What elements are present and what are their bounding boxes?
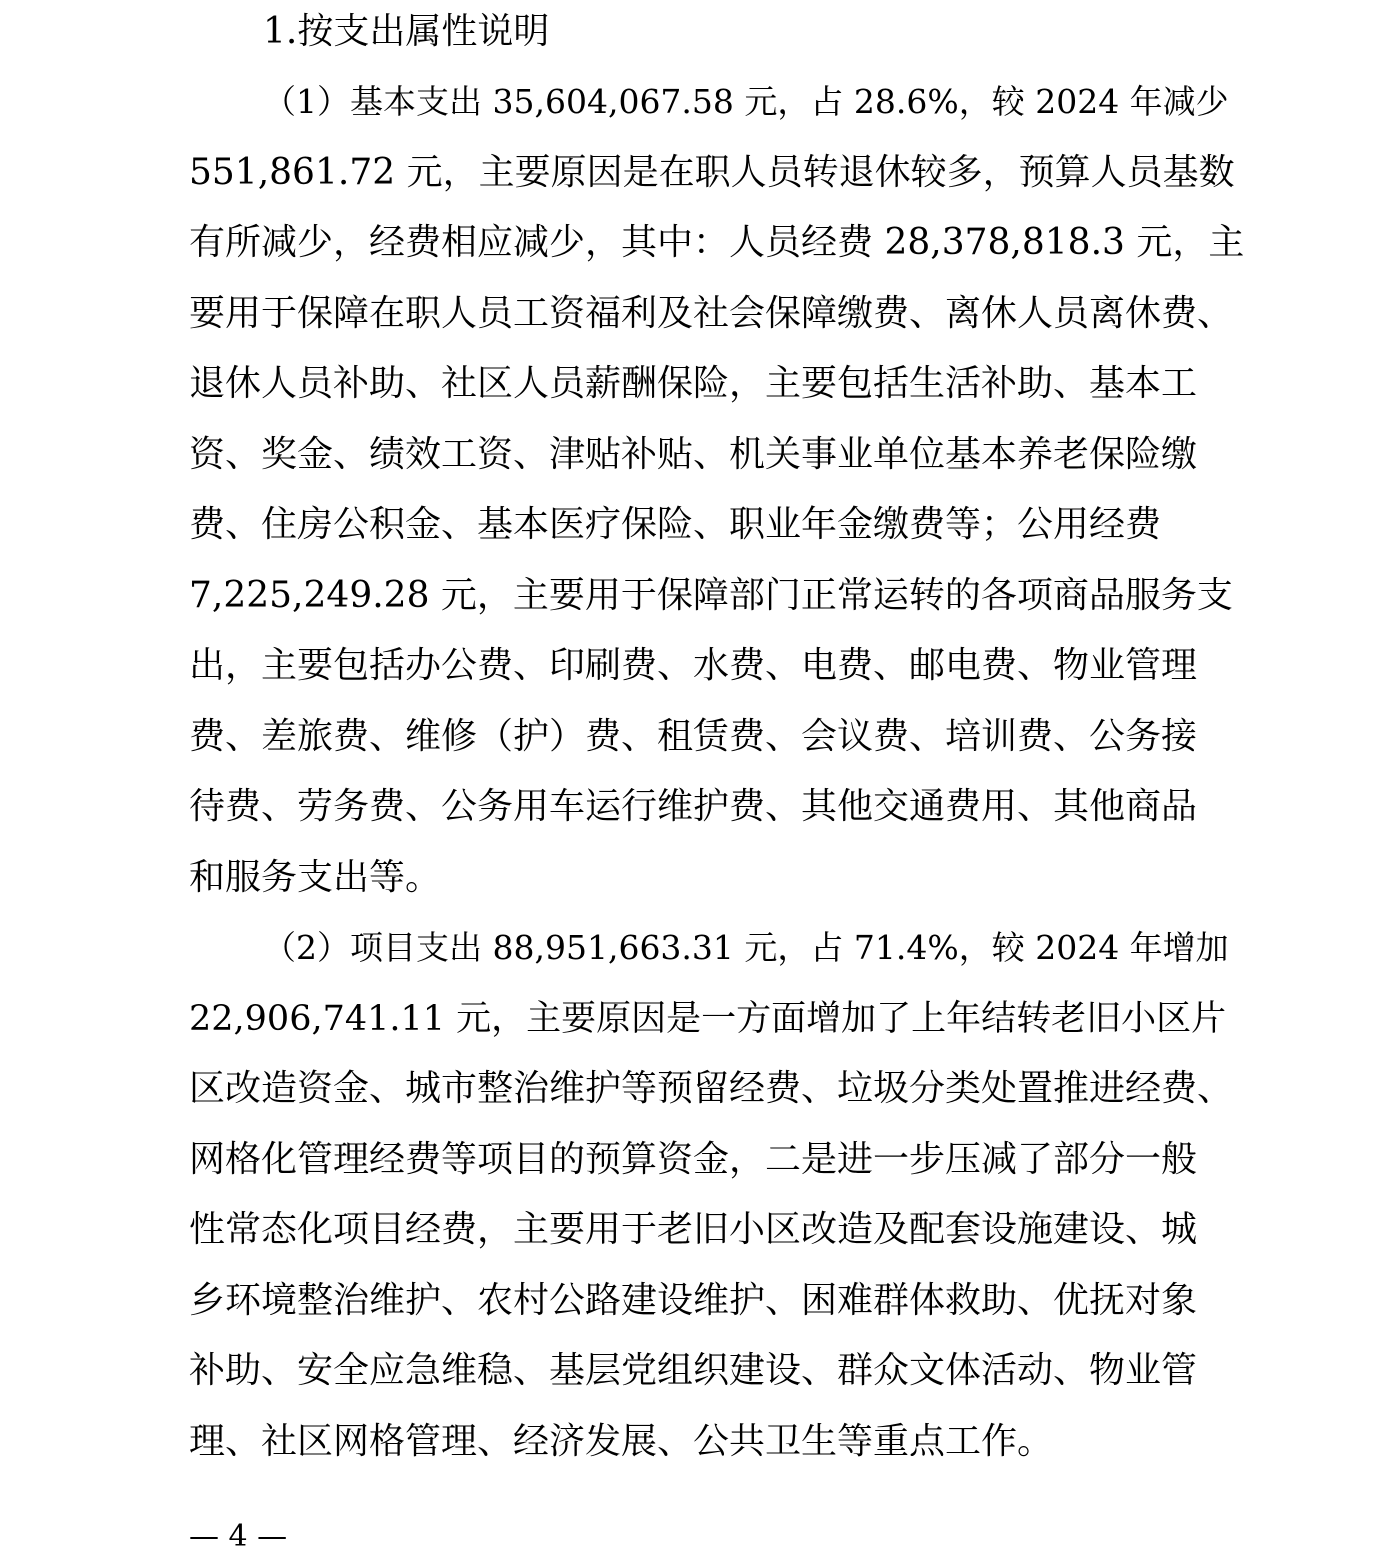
paragraph-1-line-6: 资、奖金、绩效工资、津贴补贴、机关事业单位基本养老保险缴 (189, 434, 1198, 475)
paragraph-2-line-8: 理、社区网格管理、经济发展、公共卫生等重点工作。 (189, 1421, 1054, 1462)
paragraph-1-line-4: 要用于保障在职人员工资福利及社会保障缴费、离休人员离休费、 (189, 293, 1234, 334)
paragraph-1-line-3: 有所减少，经费相应减少，其中：人员经费 28,378,818.3 元，主 (189, 222, 1245, 263)
paragraph-2-line-6: 乡环境整治维护、农村公路建设维护、困难群体救助、优抚对象 (189, 1280, 1198, 1321)
paragraph-1-line-2: 551,861.72 元，主要原因是在职人员转退休较多，预算人员基数 (189, 152, 1235, 193)
paragraph-1-line-11: 待费、劳务费、公务用车运行维护费、其他交通费用、其他商品 (189, 786, 1198, 827)
paragraph-2-line-1: （2）项目支出 88,951,663.31 元，占 71.4%，较 2024 年增加 (263, 928, 1229, 967)
paragraph-2-line-7: 补助、安全应急维稳、基层党组织建设、群众文体活动、物业管 (189, 1350, 1198, 1391)
paragraph-2-line-3: 区改造资金、城市整治维护等预留经费、垃圾分类处置推进经费、 (189, 1068, 1234, 1109)
paragraph-1-line-12: 和服务支出等。 (189, 857, 442, 898)
paragraph-2-line-4: 网格化管理经费等项目的预算资金，二是进一步压减了部分一般 (189, 1139, 1198, 1180)
paragraph-1-line-5: 退休人员补助、社区人员薪酬保险，主要包括生活补助、基本工 (189, 363, 1198, 404)
paragraph-1-line-7: 费、住房公积金、基本医疗保险、职业年金缴费等；公用经费 (189, 504, 1162, 545)
section-heading: 1.按支出属性说明 (263, 11, 550, 52)
paragraph-1-line-10: 费、差旅费、维修（护）费、租赁费、会议费、培训费、公务接 (189, 716, 1198, 757)
paragraph-1-line-9: 出，主要包括办公费、印刷费、水费、电费、邮电费、物业管理 (189, 645, 1198, 686)
paragraph-2-line-2: 22,906,741.11 元，主要原因是一方面增加了上年结转老旧小区片 (189, 999, 1227, 1039)
page-number: — 4 — (189, 1519, 288, 1554)
paragraph-2-line-5: 性常态化项目经费，主要用于老旧小区改造及配套设施建设、城 (189, 1209, 1198, 1250)
paragraph-1-line-8: 7,225,249.28 元，主要用于保障部门正常运转的各项商品服务支 (189, 575, 1233, 616)
paragraph-1-line-1: （1）基本支出 35,604,067.58 元，占 28.6%，较 2024 年减少 (263, 82, 1229, 121)
